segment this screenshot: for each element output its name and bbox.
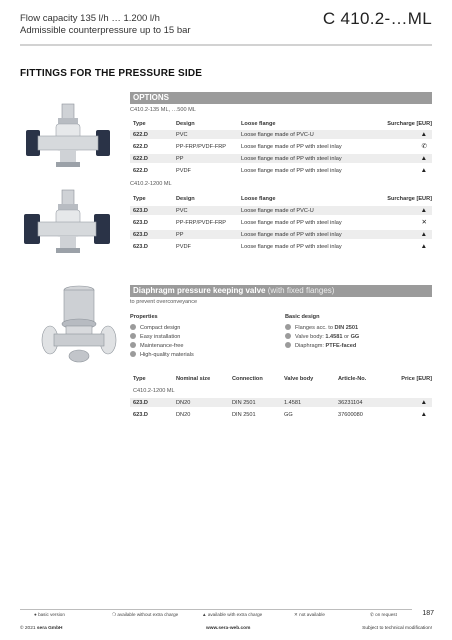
legend-divider bbox=[20, 609, 412, 610]
col-article-no: Article-No. bbox=[338, 376, 367, 382]
header-counterpressure: Admissible counterpressure up to 15 bar bbox=[20, 25, 191, 36]
legend-on-request: ✆ on request bbox=[370, 612, 397, 617]
surcharge-icon: ▲ bbox=[420, 167, 427, 174]
bullet-icon bbox=[130, 351, 136, 357]
header-divider bbox=[20, 44, 432, 46]
table-row: 623.D PVC Loose flange made of PVC-U ▲ bbox=[130, 206, 432, 215]
options-banner-label: OPTIONS bbox=[133, 93, 170, 102]
bullet-icon bbox=[285, 342, 291, 348]
bullet-icon bbox=[130, 342, 136, 348]
footer-copyright: © 2021 sera GmbH bbox=[20, 626, 63, 631]
col-type: Type bbox=[133, 121, 146, 127]
table-row: 622.D PP-FRP/PVDF-FRP Loose flange made of PP with steel inlay ✆ bbox=[130, 142, 432, 151]
not-available-icon: ✕ bbox=[421, 219, 427, 226]
col-price: Price [EUR] bbox=[401, 376, 432, 382]
on-request-icon: ✆ bbox=[421, 143, 427, 150]
legend-no-extra-charge: ❍ available without extra charge bbox=[112, 612, 179, 617]
section-title: FITTINGS FOR THE PRESSURE SIDE bbox=[20, 68, 203, 79]
options-group1-label: C410.2-135 ML, …500 ML bbox=[130, 107, 196, 113]
surcharge-icon: ▲ bbox=[420, 411, 427, 418]
list-item: Easy installation bbox=[130, 333, 194, 342]
list-item: Valve body: 1.4581 or GG bbox=[285, 333, 359, 342]
list-item: High-quality materials bbox=[130, 351, 194, 360]
col-loose-flange: Loose flange bbox=[241, 121, 276, 127]
surcharge-icon: ▲ bbox=[420, 155, 427, 162]
options-group2-label: C410.2-1200 ML bbox=[130, 181, 172, 187]
page-number: 187 bbox=[422, 610, 434, 617]
list-item: Diaphragm: PTFE-faced bbox=[285, 342, 359, 351]
col-nominal-size: Nominal size bbox=[176, 376, 211, 382]
properties-title: Properties bbox=[130, 314, 158, 320]
basic-version-icon: ● bbox=[34, 612, 37, 617]
bullet-icon bbox=[285, 333, 291, 339]
col-design: Design bbox=[176, 196, 195, 202]
footer-note: Subject to technical modification! bbox=[362, 626, 432, 631]
valve-photo-small bbox=[20, 102, 114, 174]
diaphragm-banner-title: Diaphragm pressure keeping valve bbox=[133, 286, 266, 295]
surcharge-icon: ▲ bbox=[420, 131, 427, 138]
legend-extra-charge: ▲ available with extra charge bbox=[202, 612, 263, 617]
diaphragm-valve-photo bbox=[40, 284, 118, 370]
valve-photo-large bbox=[20, 188, 114, 260]
diaphragm-subtitle: to prevent overconveyance bbox=[130, 299, 198, 305]
on-request-icon: ✆ bbox=[370, 612, 374, 617]
bullet-icon bbox=[130, 324, 136, 330]
diaphragm-banner-suffix: (with fixed flanges) bbox=[267, 286, 335, 295]
surcharge-icon: ▲ bbox=[420, 231, 427, 238]
no-extra-charge-icon: ❍ bbox=[112, 612, 117, 617]
col-type: Type bbox=[133, 376, 146, 382]
options-banner bbox=[130, 92, 432, 104]
basic-design-list bbox=[285, 324, 359, 351]
col-connection: Connection bbox=[232, 376, 263, 382]
product-code: C 410.2-…ML bbox=[322, 9, 432, 28]
properties-list bbox=[130, 324, 194, 360]
table-row: 623.D PP Loose flange made of PP with steel inlay ▲ bbox=[130, 230, 432, 239]
table-row: 623.D PP-FRP/PVDF-FRP Loose flange made of PP with steel inlay ✕ bbox=[130, 218, 432, 227]
table-row: 622.D PVDF Loose flange made of PP with steel inlay ▲ bbox=[130, 166, 432, 175]
surcharge-icon: ▲ bbox=[420, 207, 427, 214]
footer-website[interactable]: www.sera-web.com bbox=[206, 626, 251, 631]
col-loose-flange: Loose flange bbox=[241, 196, 276, 202]
surcharge-icon: ▲ bbox=[420, 399, 427, 406]
list-item: Maintenance-free bbox=[130, 342, 194, 351]
table-row: 623.D DN20 DIN 2501 GG 37600080 ▲ bbox=[130, 410, 432, 419]
bullet-icon bbox=[130, 333, 136, 339]
col-valve-body: Valve body bbox=[284, 376, 314, 382]
col-type: Type bbox=[133, 196, 146, 202]
header-flow-capacity: Flow capacity 135 l/h … 1.200 l/h bbox=[20, 13, 160, 24]
table-row: 623.D DN20 DIN 2501 1.4581 36231104 ▲ bbox=[130, 398, 432, 407]
list-item: Compact design bbox=[130, 324, 194, 333]
basic-design-title: Basic design bbox=[285, 314, 320, 320]
bullet-icon bbox=[285, 324, 291, 330]
table-row: 623.D PVDF Loose flange made of PP with steel inlay ▲ bbox=[130, 242, 432, 251]
not-available-icon: ✕ bbox=[294, 612, 298, 617]
table-row: 622.D PP Loose flange made of PP with steel inlay ▲ bbox=[130, 154, 432, 163]
col-surcharge: Surcharge [EUR] bbox=[387, 196, 432, 202]
col-surcharge: Surcharge [EUR] bbox=[387, 121, 432, 127]
diaphragm-group-label: C410.2-1200 ML bbox=[133, 388, 175, 394]
legend-not-available: ✕ not available bbox=[294, 612, 325, 617]
list-item: Flanges acc. to DIN 2501 bbox=[285, 324, 359, 333]
col-design: Design bbox=[176, 121, 195, 127]
diaphragm-banner bbox=[130, 285, 432, 297]
company-name: sera GmbH bbox=[36, 626, 63, 631]
extra-charge-icon: ▲ bbox=[202, 612, 207, 617]
table-row: 622.D PVC Loose flange made of PVC-U ▲ bbox=[130, 130, 432, 139]
legend-basic-version: ● basic version bbox=[34, 612, 65, 617]
surcharge-icon: ▲ bbox=[420, 243, 427, 250]
